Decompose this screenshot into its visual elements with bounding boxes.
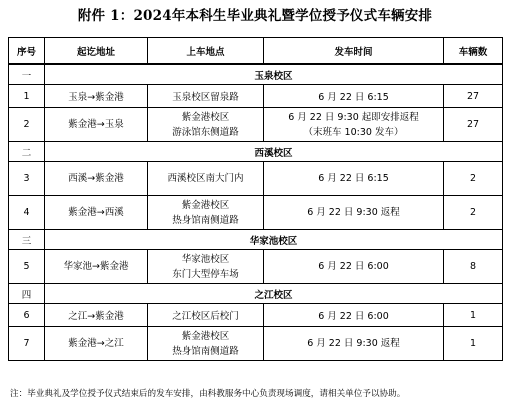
location-line: 之江校区后校门 — [172, 311, 239, 322]
departure-time-cell — [264, 162, 444, 196]
document-title: 附件 1：2024年本科生毕业典礼暨学位授予仪式车辆安排 — [77, 8, 433, 24]
table-row — [9, 304, 503, 327]
header-cell: 上车地点 — [148, 38, 264, 65]
campus-name: 之江校区 — [45, 284, 503, 304]
route-cell: 紫金港→玉泉 — [45, 108, 148, 142]
vehicle-count-cell: 1 — [444, 327, 503, 361]
row-number: 1 — [9, 85, 45, 108]
header-cell: 车辆数 — [444, 38, 503, 65]
boarding-location-cell — [148, 108, 264, 142]
group-number: 二 — [9, 142, 45, 162]
time-line: 6 月 22 日 6:00 — [318, 311, 389, 322]
row-number: 6 — [9, 304, 45, 327]
route-cell: 紫金港→西溪 — [45, 196, 148, 230]
footnote: 注：毕业典礼及学位授予仪式结束后的发车安排，由科教服务中心负责现场调度，请相关单位予以协助。 — [10, 389, 406, 399]
location-line: 热身馆南侧道路 — [172, 214, 239, 226]
location-line: 东门大型停车场 — [172, 268, 239, 280]
row-number: 4 — [9, 196, 45, 230]
route-cell: 之江→紫金港 — [45, 304, 148, 327]
campus-name: 西溪校区 — [45, 142, 503, 162]
row-number: 5 — [9, 250, 45, 284]
campus-group-row — [9, 64, 503, 85]
group-number: 一 — [9, 64, 45, 85]
row-number: 7 — [9, 327, 45, 361]
campus-group-row — [9, 230, 503, 250]
table-row — [9, 108, 503, 142]
departure-time-cell — [264, 327, 444, 361]
table-row — [9, 85, 503, 108]
location-line: 华家池校区 — [181, 253, 230, 265]
header-cell: 发车时间 — [264, 38, 444, 65]
row-number: 3 — [9, 162, 45, 196]
header-cell: 序号 — [9, 38, 45, 65]
table-row — [9, 162, 503, 196]
vehicle-count-cell: 2 — [444, 196, 503, 230]
table-header-row — [9, 38, 503, 65]
group-number: 四 — [9, 284, 45, 304]
time-line: 6 月 22 日 9:30 返程 — [307, 338, 400, 349]
location-line: 热身馆南侧道路 — [172, 345, 239, 357]
location-line: 紫金港校区 — [181, 111, 230, 123]
route-cell: 紫金港→之江 — [45, 327, 148, 361]
route-cell: 西溪→紫金港 — [45, 162, 148, 196]
campus-group-row — [9, 284, 503, 304]
departure-time-cell — [264, 250, 444, 284]
location-line: 玉泉校区留泉路 — [172, 92, 239, 103]
location-line: 西溪校区南大门内 — [167, 173, 244, 184]
time-line: 6 月 22 日 9:30 起即安排返程 — [288, 111, 419, 123]
header-cell: 起讫地址 — [45, 38, 148, 65]
time-line: 6 月 22 日 6:15 — [318, 92, 389, 103]
departure-time-cell — [264, 196, 444, 230]
boarding-location-cell — [148, 196, 264, 230]
table-row — [9, 196, 503, 230]
location-line: 紫金港校区 — [181, 199, 230, 211]
time-line: 6 月 22 日 6:15 — [318, 173, 389, 184]
campus-name: 玉泉校区 — [45, 64, 503, 85]
vehicle-count-cell: 2 — [444, 162, 503, 196]
departure-time-cell — [264, 108, 444, 142]
campus-group-row — [9, 142, 503, 162]
vehicle-count-cell: 1 — [444, 304, 503, 327]
time-line: 6 月 22 日 6:00 — [318, 261, 389, 272]
vehicle-count-cell: 27 — [444, 108, 503, 142]
table-row — [9, 327, 503, 361]
campus-name: 华家池校区 — [45, 230, 503, 250]
boarding-location-cell — [148, 250, 264, 284]
boarding-location-cell — [148, 327, 264, 361]
departure-time-cell — [264, 85, 444, 108]
route-cell: 华家池→紫金港 — [45, 250, 148, 284]
group-number: 三 — [9, 230, 45, 250]
boarding-location-cell — [148, 162, 264, 196]
location-line: 游泳馆东侧道路 — [172, 126, 239, 138]
table-row — [9, 250, 503, 284]
location-line: 紫金港校区 — [181, 330, 230, 342]
row-number: 2 — [9, 108, 45, 142]
boarding-location-cell — [148, 85, 264, 108]
route-cell: 玉泉→紫金港 — [45, 85, 148, 108]
vehicle-schedule-table — [8, 37, 503, 361]
vehicle-count-cell: 27 — [444, 85, 503, 108]
time-line: （末班车 10:30 发车） — [303, 126, 404, 138]
time-line: 6 月 22 日 9:30 返程 — [307, 207, 400, 218]
boarding-location-cell — [148, 304, 264, 327]
vehicle-count-cell: 8 — [444, 250, 503, 284]
departure-time-cell — [264, 304, 444, 327]
